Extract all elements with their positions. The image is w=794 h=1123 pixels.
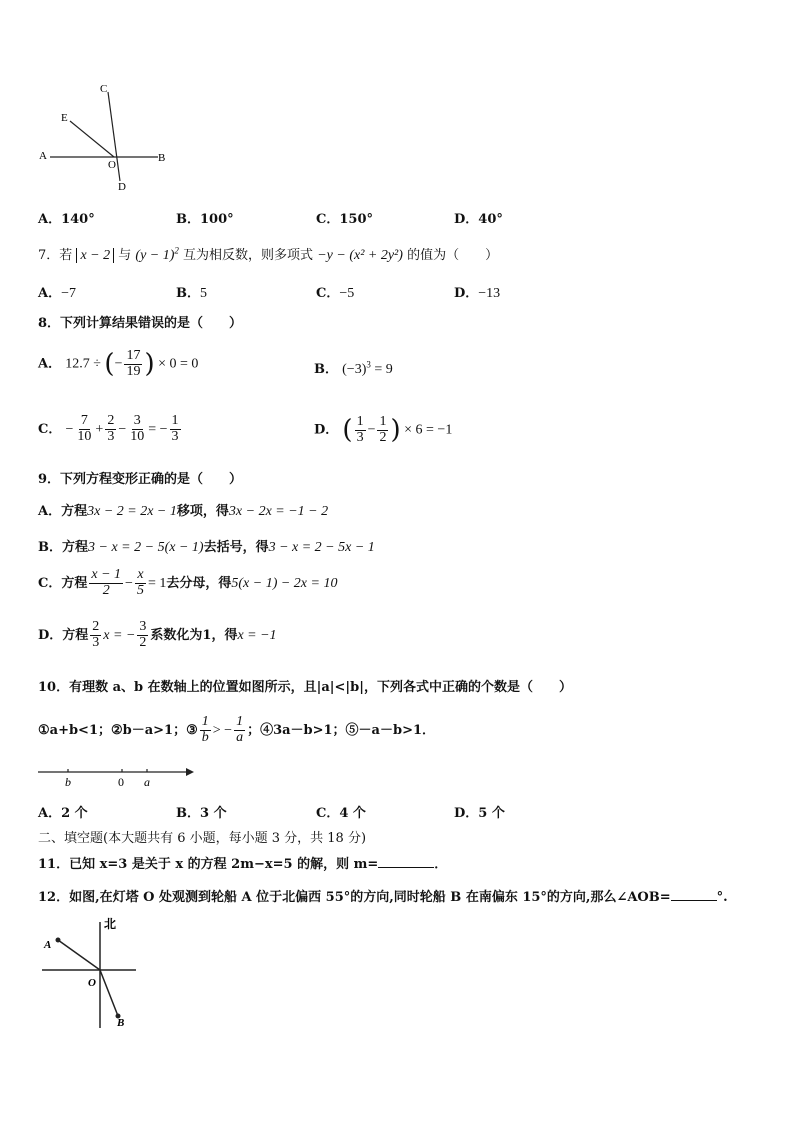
q10-option-b: B．3 个 [176, 806, 227, 821]
q7-option-c: C．−5 [316, 286, 355, 301]
angle-figure [30, 78, 180, 196]
q9-option-a: A．方程3x − 2 = 2x − 1移项，得3x − 2x = −1 − 2 [38, 504, 329, 519]
q7-option-b: B．5 [176, 286, 207, 301]
q6-option-c: C．150° [316, 212, 373, 227]
ray-oe [70, 121, 114, 157]
label-a: A [39, 150, 47, 162]
label-d: D [118, 181, 126, 193]
label-o: O [88, 977, 96, 989]
q7-stem: 7．若 x − 2 与 $(y - 1)^2$ 互为相反数，则多项式 −y − (x² + 2y²) 的值为（ ） [38, 245, 499, 263]
q9-option-d: D．方程 $\frac{2}{3}$ x = − $\frac{3}{2}$ 系数化为1，得x = −1 [38, 619, 277, 650]
q12-answer-blank [671, 900, 717, 901]
q6-option-d: D．40° [454, 212, 503, 227]
q8-option-a: A． 12.7 ÷ (− $\frac{17}{19}$ ) × 0 = 0 [38, 347, 199, 379]
q12-stem: 12．如图,在灯塔 O 处观测到轮船 A 位于北偏西 55°的方向,同时轮船 B 在南偏东 15°的方向,那么∠AOB= °. [38, 890, 728, 905]
label-north: 北 [104, 917, 117, 931]
compass-figure [34, 912, 144, 1032]
q7-square-expr: $(y - 1)^2$ [135, 245, 179, 263]
label-a: A [44, 939, 52, 951]
q7-abs-expr: x − 2 [76, 248, 114, 263]
label-b: B [158, 152, 166, 164]
point-a [56, 938, 61, 943]
label-o: O [108, 159, 116, 171]
q6-option-b: B．100° [176, 212, 234, 227]
label-zero: 0 [118, 775, 124, 789]
label-c: C [100, 83, 108, 95]
ray-oa [58, 940, 100, 970]
q8-option-d: D． ( $\frac{1}{3}$ − $\frac{1}{2}$ ) × 6 = −1 [314, 413, 453, 445]
section-2-title: 二、填空题(本大题共有 6 小题，每小题 3 分，共 18 分) [38, 831, 367, 846]
q10-option-a: A．2 个 [38, 806, 88, 821]
q9-option-c: C．方程 $\frac{x - 1}{2}$ − $\frac{x}{5}$ = 1去分母，得5(x − 1) − 2x = 10 [38, 567, 338, 598]
q8-stem: 8．下列计算结果错误的是（ ） [38, 316, 243, 331]
q7-polynomial: −y − (x² + 2y²) [317, 248, 403, 263]
q11-stem: 11．已知 x=3 是关于 x 的方程 2m−x=5 的解，则 m= ． [38, 857, 448, 872]
number-line-arrow [186, 768, 194, 776]
q8-option-b: B． $(-3)^3 = 9$ [314, 359, 393, 377]
q10-stem: 10．有理数 a、b 在数轴上的位置如图所示，且|a|<|b|，下列各式中正确的个数是（ ） [38, 680, 572, 695]
q8-option-c: C． − $\frac{7}{10}$ + $\frac{2}{3}$ − $\frac{3}{10}$ = − $\frac{1}{3}$ [38, 413, 179, 444]
q7-option-d: D．−13 [454, 286, 501, 301]
q9-stem: 9．下列方程变形正确的是（ ） [38, 472, 243, 487]
q6-option-a: A．140° [38, 212, 95, 227]
label-a: a [144, 775, 150, 789]
q10-option-d: D．5 个 [454, 806, 505, 821]
label-b: b [65, 775, 71, 789]
label-e: E [61, 112, 68, 124]
q9-option-b: B．方程3 − x = 2 − 5(x − 1)去括号，得3 − x = 2 − 5x − 1 [38, 540, 375, 555]
ray-ob [100, 970, 118, 1016]
q10-items: ①a+b<1；②b－a>1；③ $\frac{1}{b}$ > − $\frac{1}{a}$ ；④3a－b>1；⑤－a－b>1． [38, 714, 436, 745]
number-line [34, 760, 204, 792]
label-b: B [117, 1017, 125, 1029]
q7-option-a: A．−7 [38, 286, 76, 301]
q10-option-c: C．4 个 [316, 806, 366, 821]
q11-answer-blank [378, 867, 434, 868]
